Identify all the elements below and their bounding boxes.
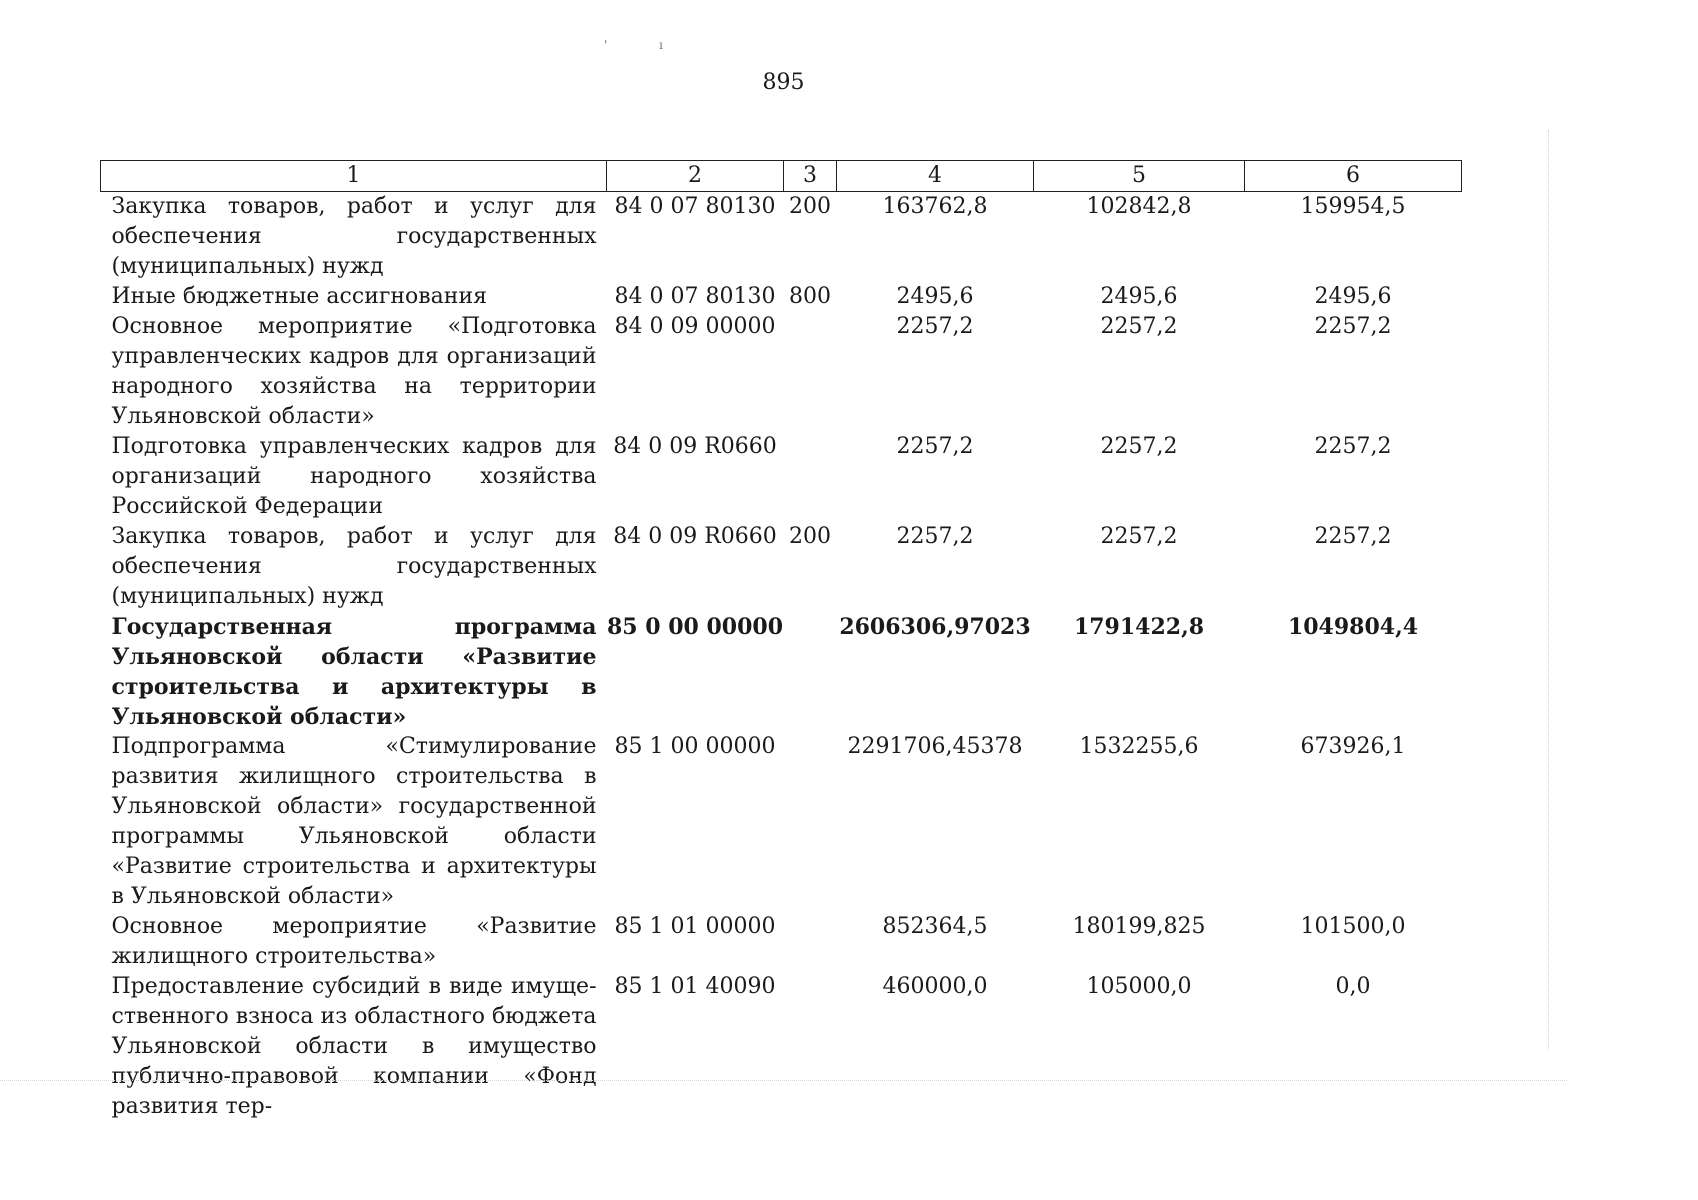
table-header (101, 161, 1462, 192)
header-col-3: 3 (784, 161, 837, 192)
row-code-cell: 85 1 01 40090 (614, 974, 776, 999)
row-name-cell: Предоставление субсидий в виде имущественного взноса из областного бюджета Ульяновской области в имущество публично-правовой компании «Фонд развития тер- (111, 974, 597, 1119)
row-value-col6-cell: 673926,1 (1300, 734, 1406, 759)
row-name-cell: Подпрограмма «Стимулирование развития жилищного строительства в Ульяновской области» государственной программы Ульяновской области «Развитие строительства и архитектуры в Ульяновской области» (111, 734, 597, 909)
scan-dotted-edge (1548, 130, 1550, 1050)
row-value-col6-cell: 2257,2 (1314, 314, 1392, 339)
row-expense-kind-cell: 200 (789, 524, 831, 549)
row-value-col4-cell: 2257,2 (896, 314, 974, 339)
table-row (101, 522, 1462, 612)
row-code-cell: 84 0 09 00000 (614, 314, 776, 339)
row-name-cell: Иные бюджетные ассигнования (111, 284, 487, 309)
row-value-col5-cell: 105000,0 (1086, 974, 1192, 999)
row-name-cell: Государственная программа Ульяновской области «Развитие строительства и архитектуры в Ульяновской области» (111, 614, 597, 730)
row-expense-kind-cell (784, 732, 837, 912)
row-value-col5-cell: 2495,6 (1100, 284, 1178, 309)
table-row (101, 312, 1462, 432)
row-expense-kind-cell (784, 912, 837, 972)
table-row (101, 282, 1462, 312)
row-value-col5-cell: 2257,2 (1100, 524, 1178, 549)
header-col-2: 2 (607, 161, 784, 192)
scan-artifact-marks: ' ı (604, 38, 687, 52)
row-value-col6-cell: 1049804,4 (1287, 614, 1419, 640)
row-value-col4-cell: 2257,2 (896, 524, 974, 549)
row-expense-kind-cell (784, 972, 837, 1122)
header-col-6: 6 (1245, 161, 1462, 192)
table-row (101, 972, 1462, 1122)
scan-dotted-line (0, 1080, 1567, 1082)
row-expense-kind-cell: 200 (789, 194, 831, 219)
row-value-col4-cell: 852364,5 (882, 914, 988, 939)
row-code-cell: 84 0 09 R0660 (613, 434, 777, 459)
row-value-col6-cell: 159954,5 (1300, 194, 1406, 219)
row-name-cell: Основное мероприятие «Развитие жилищного строительства» (111, 914, 597, 969)
row-value-col5-cell: 102842,8 (1086, 194, 1192, 219)
table-body (101, 192, 1462, 1123)
row-code-cell: 84 0 07 80130 (614, 194, 776, 219)
budget-table (100, 160, 1462, 1122)
row-value-col4-cell: 163762,8 (882, 194, 988, 219)
row-name-cell: Закупка товаров, работ и услуг для обеспечения государственных (муниципальных) нужд (111, 524, 597, 609)
row-value-col5-cell: 180199,825 (1072, 914, 1206, 939)
row-value-col4-cell: 2495,6 (896, 284, 974, 309)
row-expense-kind-cell (784, 312, 837, 432)
row-value-col6-cell: 101500,0 (1300, 914, 1406, 939)
header-row (101, 161, 1462, 192)
table-row (101, 732, 1462, 912)
row-value-col5-cell: 2257,2 (1100, 314, 1178, 339)
row-name-cell: Закупка товаров, работ и услуг для обеспечения государственных (муниципальных) нужд (111, 194, 597, 279)
table-row (101, 432, 1462, 522)
row-name-cell: Основное мероприятие «Подготовка управленческих кадров для организаций народного хозяйства на территории Ульяновской области» (111, 314, 597, 429)
row-value-col4-cell: 2291706,45378 (847, 734, 1023, 759)
row-value-col6-cell: 2257,2 (1314, 434, 1392, 459)
row-code-cell: 84 0 07 80130 (614, 284, 776, 309)
row-code-cell: 84 0 09 R0660 (613, 524, 777, 549)
row-code-cell: 85 0 00 00000 (606, 614, 784, 640)
row-value-col5-cell: 1532255,6 (1079, 734, 1199, 759)
row-code-cell: 85 1 00 00000 (614, 734, 776, 759)
header-col-4: 4 (837, 161, 1034, 192)
page-number: 895 (762, 70, 805, 95)
row-value-col4-cell: 2606306,97023 (839, 614, 1031, 640)
row-value-col6-cell: 0,0 (1335, 974, 1371, 999)
row-value-col5-cell: 1791422,8 (1073, 614, 1205, 640)
row-value-col4-cell: 2257,2 (896, 434, 974, 459)
row-code-cell: 85 1 01 00000 (614, 914, 776, 939)
row-value-col5-cell: 2257,2 (1100, 434, 1178, 459)
row-value-col6-cell: 2495,6 (1314, 284, 1392, 309)
table-row (101, 192, 1462, 283)
row-expense-kind-cell (784, 612, 837, 732)
table-row (101, 612, 1462, 732)
header-col-1: 1 (101, 161, 607, 192)
row-value-col6-cell: 2257,2 (1314, 524, 1392, 549)
row-name-cell: Подготовка управленческих кадров для организаций народного хозяйства Российской Федерации (111, 434, 597, 519)
row-expense-kind-cell (784, 432, 837, 522)
row-value-col4-cell: 460000,0 (882, 974, 988, 999)
row-expense-kind-cell: 800 (789, 284, 831, 309)
header-col-5: 5 (1034, 161, 1245, 192)
table-row (101, 912, 1462, 972)
